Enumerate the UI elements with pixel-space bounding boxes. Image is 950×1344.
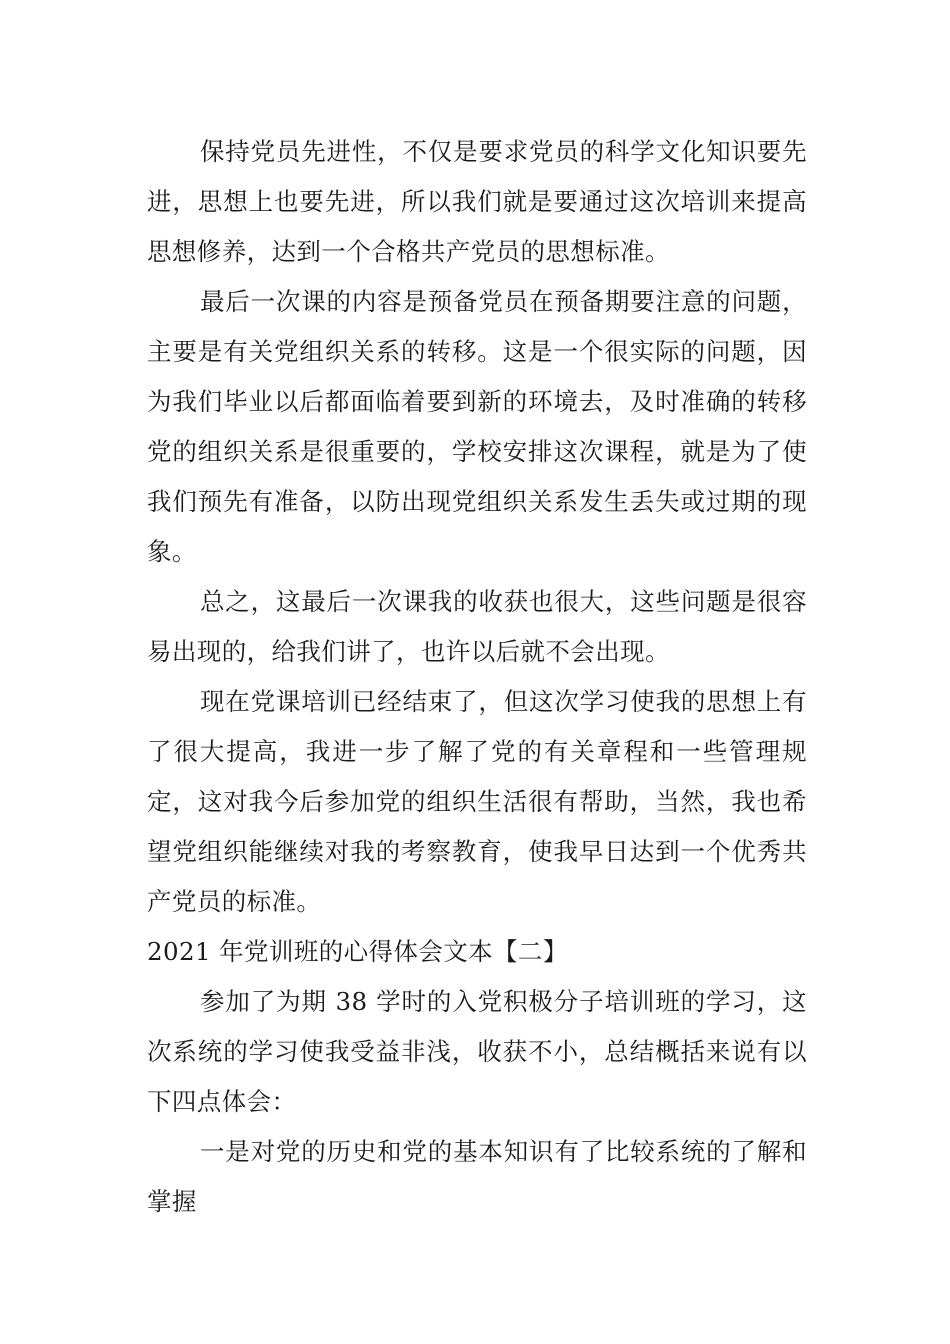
paragraph-3: 总之，这最后一次课我的收获也很大，这些问题是很容易出现的，给我们讲了，也许以后就不会出现。 xyxy=(147,587,807,666)
section-paragraph-1: 参加了为期 38 学时的入党积极分子培训班的学习，这次系统的学习使我受益非浅，收获不小，总结概括来说有以下四点体会： xyxy=(147,987,807,1116)
section-paragraph-2: 一是对党的历史和党的基本知识有了比较系统的了解和掌握 xyxy=(147,1137,807,1216)
paragraph-1: 保持党员先进性，不仅是要求党员的科学文化知识要先进，思想上也要先进，所以我们就是要通过这次培训来提高思想修养，达到一个合格共产党员的思想标准。 xyxy=(147,137,807,266)
document-body xyxy=(147,127,807,1227)
section-heading: 2021 年党训班的心得体会文本【二】 xyxy=(147,937,568,966)
paragraph-2: 最后一次课的内容是预备党员在预备期要注意的问题，主要是有关党组织关系的转移。这是一个很实际的问题，因为我们毕业以后都面临着要到新的环境去，及时准确的转移党的组织关系是很重要的，学校安排这次课程，就是为了使我们预先有准备，以防出现党组织关系发生丢失或过期的现象。 xyxy=(147,287,807,566)
paragraph-4: 现在党课培训已经结束了，但这次学习使我的思想上有了很大提高，我进一步了解了党的有关章程和一些管理规定，这对我今后参加党的组织生活很有帮助，当然，我也希望党组织能继续对我的考察教育，使我早日达到一个优秀共产党员的标准。 xyxy=(147,687,807,916)
